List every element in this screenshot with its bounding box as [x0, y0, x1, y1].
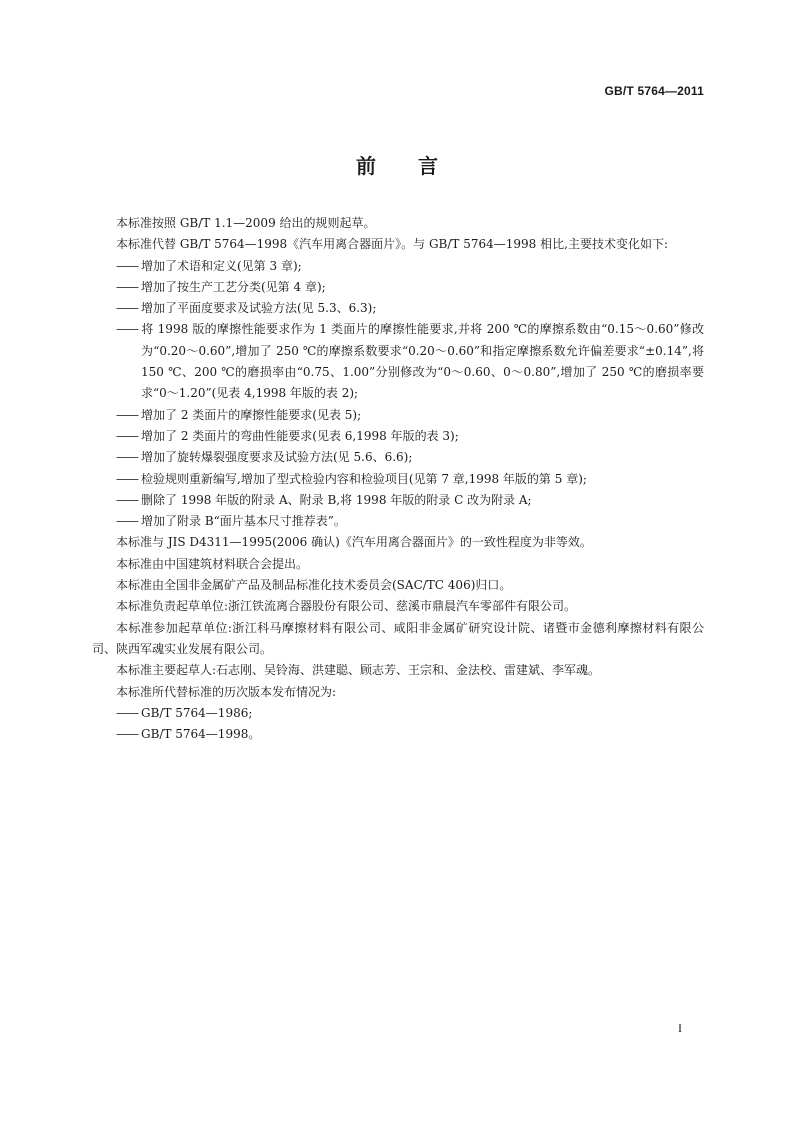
list-item	[92, 298, 704, 319]
dash-marker: ——	[116, 322, 138, 337]
changes-list	[92, 256, 704, 533]
list-item	[92, 724, 704, 745]
list-item	[92, 256, 704, 277]
list-item	[92, 319, 704, 404]
list-item-text: 增加了旋转爆裂强度要求及试验方法(见 5.6、6.6);	[141, 450, 413, 465]
list-item-text: 增加了平面度要求及试验方法(见 5.3、6.3);	[141, 301, 377, 316]
list-item	[92, 511, 704, 532]
participants-paragraph: 本标准参加起草单位:浙江科马摩擦材料有限公司、咸阳非金属矿研究设计院、诸暨市金德利摩擦材料有限公司、陕西军魂实业发展有限公司。	[92, 620, 704, 656]
equivalence-paragraph: 本标准与 JIS D4311—1995(2006 确认)《汽车用离合器面片》的一致性程度为非等效。	[116, 535, 592, 550]
list-item	[92, 405, 704, 426]
dash-marker: ——	[116, 301, 138, 316]
list-item	[92, 469, 704, 490]
drafting-rules-paragraph: 本标准按照 GB/T 1.1—2009 给出的规则起草。	[116, 216, 376, 230]
drafters-paragraph: 本标准主要起草人:石志刚、吴铃海、洪建聪、顾志芳、王宗和、金法校、雷建斌、李军魂。	[116, 663, 601, 678]
dash-marker: ——	[116, 705, 138, 720]
dash-marker: ——	[116, 471, 138, 486]
dash-marker: ——	[116, 279, 138, 294]
list-item	[92, 277, 704, 298]
dash-marker: ——	[116, 258, 138, 273]
list-item-text: GB/T 5764—1998。	[141, 727, 261, 742]
list-item-text: 增加了术语和定义(见第 3 章);	[141, 258, 302, 273]
dash-marker: ——	[116, 492, 138, 507]
standard-code: GB/T 5764—2011	[604, 84, 704, 98]
history-intro-paragraph: 本标准所代替标准的历次版本发布情况为:	[116, 684, 337, 699]
dash-marker: ——	[116, 450, 138, 465]
dash-marker: ——	[116, 514, 138, 529]
list-item-text: 增加了 2 类面片的摩擦性能要求(见表 5);	[141, 407, 362, 422]
list-item	[92, 490, 704, 511]
foreword-body	[92, 213, 704, 745]
dash-marker: ——	[116, 407, 138, 422]
list-item	[92, 426, 704, 447]
list-item-text: 删除了 1998 年版的附录 A、附录 B,将 1998 年版的附录 C 改为附录 A;	[141, 492, 532, 507]
page-number: I	[678, 1021, 682, 1035]
list-item	[92, 703, 704, 724]
list-item-text: 增加了按生产工艺分类(见第 4 章);	[141, 279, 326, 294]
list-item-text: 增加了 2 类面片的弯曲性能要求(见表 6,1998 年版的表 3);	[141, 428, 459, 443]
list-item	[92, 447, 704, 468]
committee-paragraph: 本标准由全国非金属矿产品及制品标准化技术委员会(SAC/TC 406)归口。	[116, 578, 512, 593]
lead-drafters-paragraph: 本标准负责起草单位:浙江铁流离合器股份有限公司、慈溪市鼎晨汽车零部件有限公司。	[116, 599, 577, 614]
list-item-text: 检验规则重新编写,增加了型式检验内容和检验项目(见第 7 章,1998 年版的第 5 章);	[141, 471, 587, 486]
proposer-paragraph: 本标准由中国建筑材料联合会提出。	[116, 556, 309, 571]
history-list	[92, 703, 704, 746]
list-item-text: 增加了附录 B“面片基本尺寸推荐表”。	[141, 514, 346, 529]
dash-marker: ——	[116, 727, 138, 742]
list-item-text: 将 1998 版的摩擦性能要求作为 1 类面片的摩擦性能要求,并将 200 ℃的摩擦系数由“0.15～0.60”修改为“0.20～0.60”,增加了 250 ℃的摩擦系数要求“0.20～0.60”和指定摩擦系数允许偏差要求“±0.14”,将 150 ℃、200 ℃的磨损率由“0.75、1.00”分别修改为“0～0.60、0～0.80”,增加了 250 ℃的磨损率要求“0～1.20”(见表 4,1998 年版的表 2);	[141, 322, 704, 401]
page-title: 前言	[356, 154, 480, 178]
replacement-paragraph: 本标准代替 GB/T 5764—1998《汽车用离合器面片》。与 GB/T 5764—1998 相比,主要技术变化如下:	[116, 237, 668, 252]
dash-marker: ——	[116, 428, 138, 443]
list-item-text: GB/T 5764—1986;	[141, 705, 253, 720]
